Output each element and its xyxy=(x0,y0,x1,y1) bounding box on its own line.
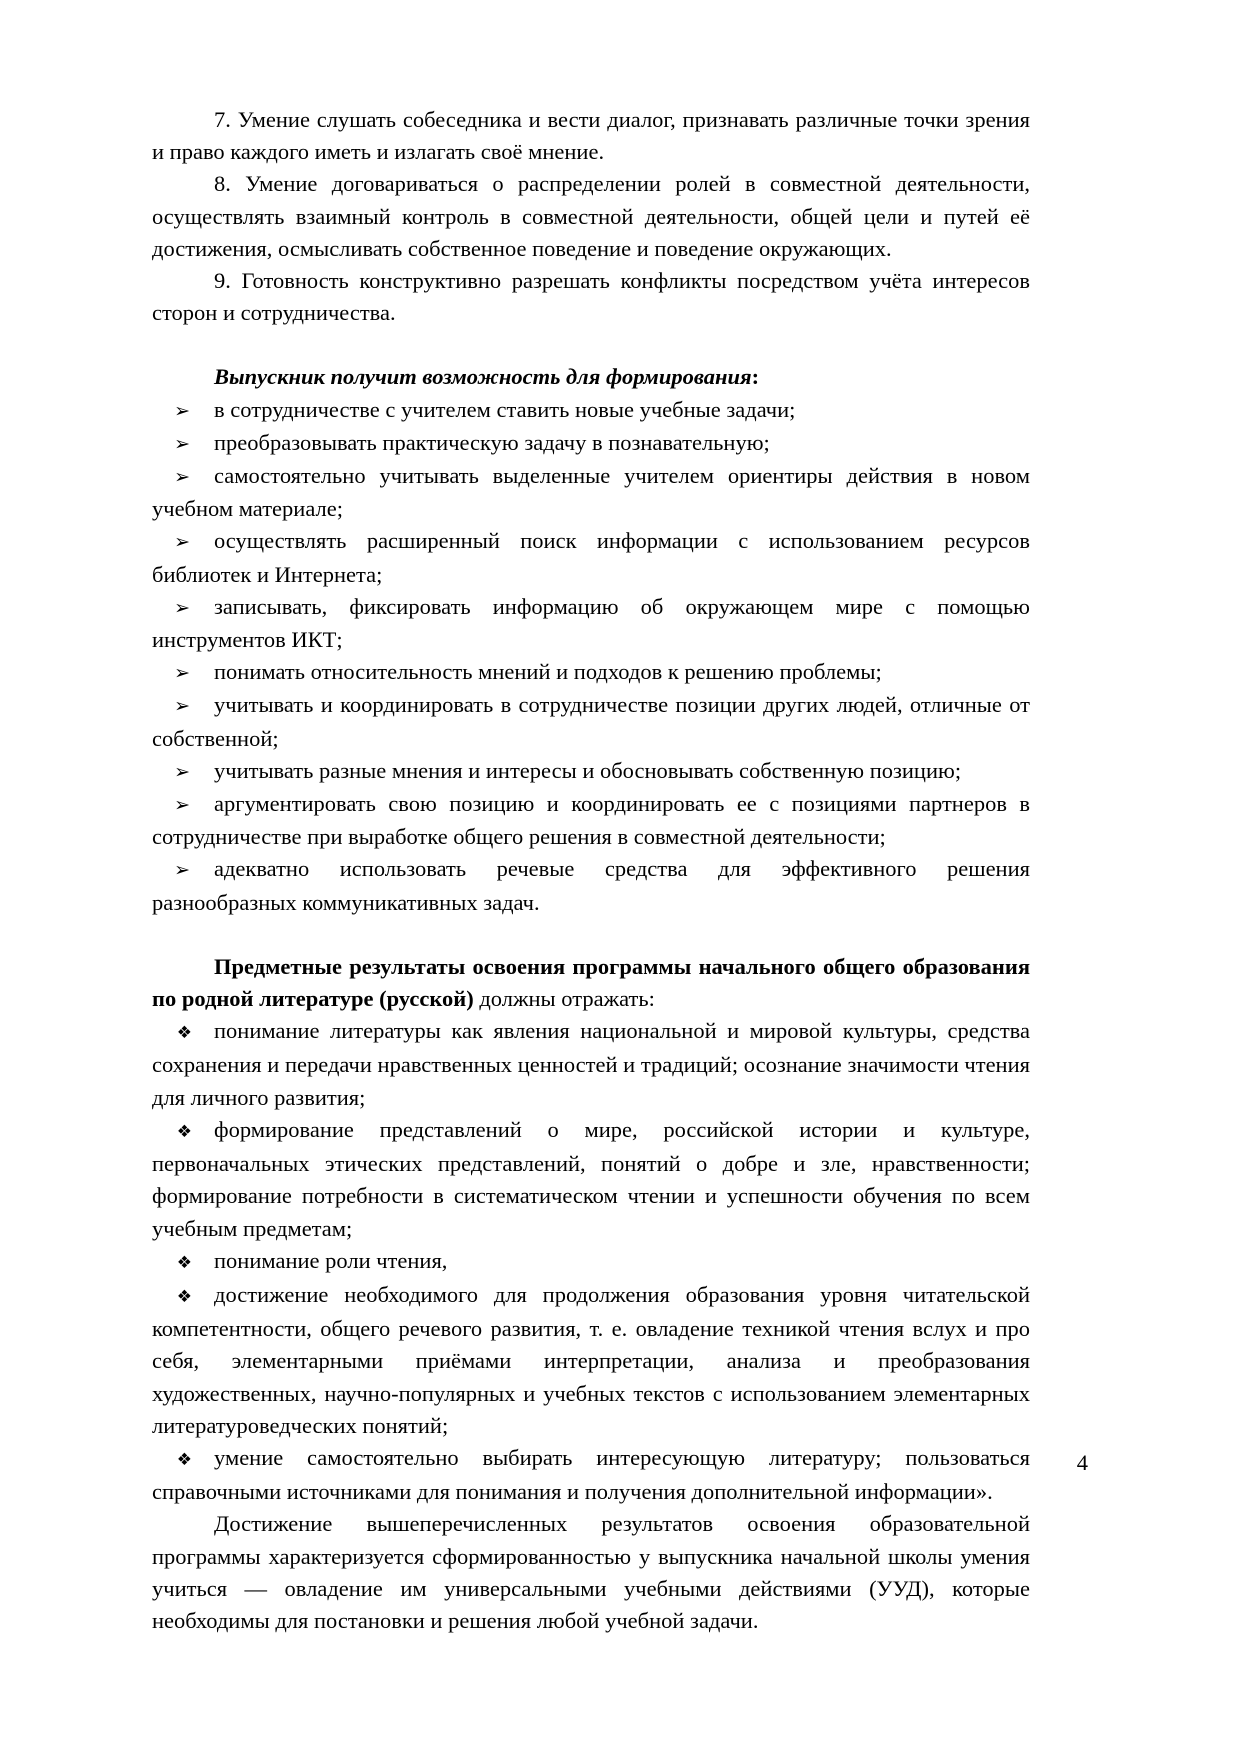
section-one-heading xyxy=(152,361,1030,393)
arrowhead-bullet-icon: ➢ xyxy=(174,794,190,817)
section-two-heading xyxy=(152,951,1030,1015)
list-item-text: понимание литературы как явления национальной и мировой культуры, средства сохранения и передачи нравственных ценностей и традиций; осознание значимости чтения для личного развития; xyxy=(152,1018,1030,1110)
diamond-bullet-icon: ❖ xyxy=(176,1286,192,1307)
list-item xyxy=(152,853,1030,918)
arrowhead-bullet-icon: ➢ xyxy=(174,695,190,718)
list-item xyxy=(152,1015,1030,1114)
arrowhead-bullet-icon: ➢ xyxy=(174,399,190,422)
numbered-item-8: 8. Умение договариваться о распределении ролей в совместной деятельности, осуществлять взаимный контроль в совместной деятельности, общей цели и путей её достижения, осмысливать собственное поведение и поведение окружающих. xyxy=(152,171,1030,261)
list-item-text: достижение необходимого для продолжения образования уровня читательской компетентности, общего речевого развития, т. е. овладение техникой чтения вслух и про себя, элементарными приёмами интерпретации, анализа и преобразования художественных, научно-популярных и учебных текстов с использованием элементарных литературоведческих понятий; xyxy=(152,1281,1030,1438)
section-one-heading-text: Выпускник получит возможность для формирования xyxy=(214,364,752,390)
arrowhead-bullet-icon: ➢ xyxy=(174,662,190,685)
list-item-text: учитывать и координировать в сотрудничестве позиции других людей, отличные от собственной; xyxy=(152,692,1030,751)
page-number: 4 xyxy=(1076,1450,1088,1475)
list-item xyxy=(152,394,1030,427)
list-item xyxy=(152,525,1030,590)
list-item xyxy=(152,656,1030,689)
arrowhead-bullet-icon: ➢ xyxy=(174,531,190,554)
section-two-heading-text: Предметные результаты освоения программы начального общего образования по родной литературе (русской) xyxy=(152,953,1030,1012)
list-item-text: адекватно использовать речевые средства для эффективного решения разнообразных коммуникативных задач. xyxy=(152,856,1030,915)
list-item xyxy=(152,755,1030,788)
arrowhead-bullet-icon: ➢ xyxy=(174,859,190,882)
list-item-text: в сотрудничестве с учителем ставить новые учебные задачи; xyxy=(214,396,796,422)
diamond-bullet-icon: ❖ xyxy=(176,1023,192,1044)
list-item xyxy=(152,1279,1030,1442)
list-item-text: преобразовывать практическую задачу в познавательную; xyxy=(214,429,770,455)
list-item-text: формирование представлений о мире, российской истории и культуре, первоначальных этических представлений, понятий о добре и зле, нравственности; формирование потребности в систематическом чтении и успешности обучения по всем учебным предметам; xyxy=(152,1116,1030,1241)
page-content xyxy=(152,104,1030,1637)
list-item-text: понимание роли чтения, xyxy=(214,1247,448,1273)
list-item-text: осуществлять расширенный поиск информации с использованием ресурсов библиотек и Интернета; xyxy=(152,528,1030,587)
list-item xyxy=(152,1245,1030,1279)
numbered-item-7: 7. Умение слушать собеседника и вести диалог, признавать различные точки зрения и право каждого иметь и излагать своё мнение. xyxy=(152,107,1030,165)
list-item-text: аргументировать свою позицию и координировать ее с позициями партнеров в сотрудничестве при выработке общего решения в совместной деятельности; xyxy=(152,791,1030,850)
list-item-text: записывать, фиксировать информацию об окружающем мире с помощью инструментов ИКТ; xyxy=(152,593,1030,653)
arrowhead-bullet-icon: ➢ xyxy=(174,432,190,455)
list-item-text: умение самостоятельно выбирать интересующую литературу; пользоваться справочными источниками для понимания и получения дополнительной информации». xyxy=(152,1444,1030,1505)
list-item xyxy=(152,1114,1030,1245)
diamond-bullet-icon: ❖ xyxy=(176,1252,192,1273)
arrowhead-bullet-icon: ➢ xyxy=(174,466,190,489)
section-two-heading-suffix: должны отражать: xyxy=(473,986,655,1012)
list-item xyxy=(152,689,1030,754)
arrowhead-bullet-icon: ➢ xyxy=(174,760,190,783)
diamond-bullet-icon: ❖ xyxy=(176,1121,192,1142)
list-item xyxy=(152,427,1030,460)
spacer xyxy=(152,329,1030,361)
section-one-heading-colon: : xyxy=(751,364,760,390)
numbered-item-9: 9. Готовность конструктивно разрешать конфликты посредством учёта интересов сторон и сотрудничества. xyxy=(152,268,1030,326)
list-item xyxy=(152,788,1030,853)
list-item-text: учитывать разные мнения и интересы и обосновывать собственную позицию; xyxy=(214,757,962,783)
list-item-text: самостоятельно учитывать выделенные учителем ориентиры действия в новом учебном материале; xyxy=(152,463,1030,522)
list-item xyxy=(152,1442,1030,1508)
list-item-text: понимать относительность мнений и подходов к решению проблемы; xyxy=(214,659,882,685)
list-item xyxy=(152,591,1030,656)
list-item xyxy=(152,460,1030,525)
diamond-bullet-icon: ❖ xyxy=(176,1449,192,1470)
spacer xyxy=(152,919,1030,951)
arrowhead-bullet-icon: ➢ xyxy=(174,596,190,619)
closing-paragraph: Достижение вышеперечисленных результатов освоения образовательной программы характеризуется сформированностью у выпускника начальной школы умения учиться — овладение им универсальными учебными действиями (УУД), которые необходимы для постановки и решения любой учебной задачи. xyxy=(152,1511,1030,1633)
